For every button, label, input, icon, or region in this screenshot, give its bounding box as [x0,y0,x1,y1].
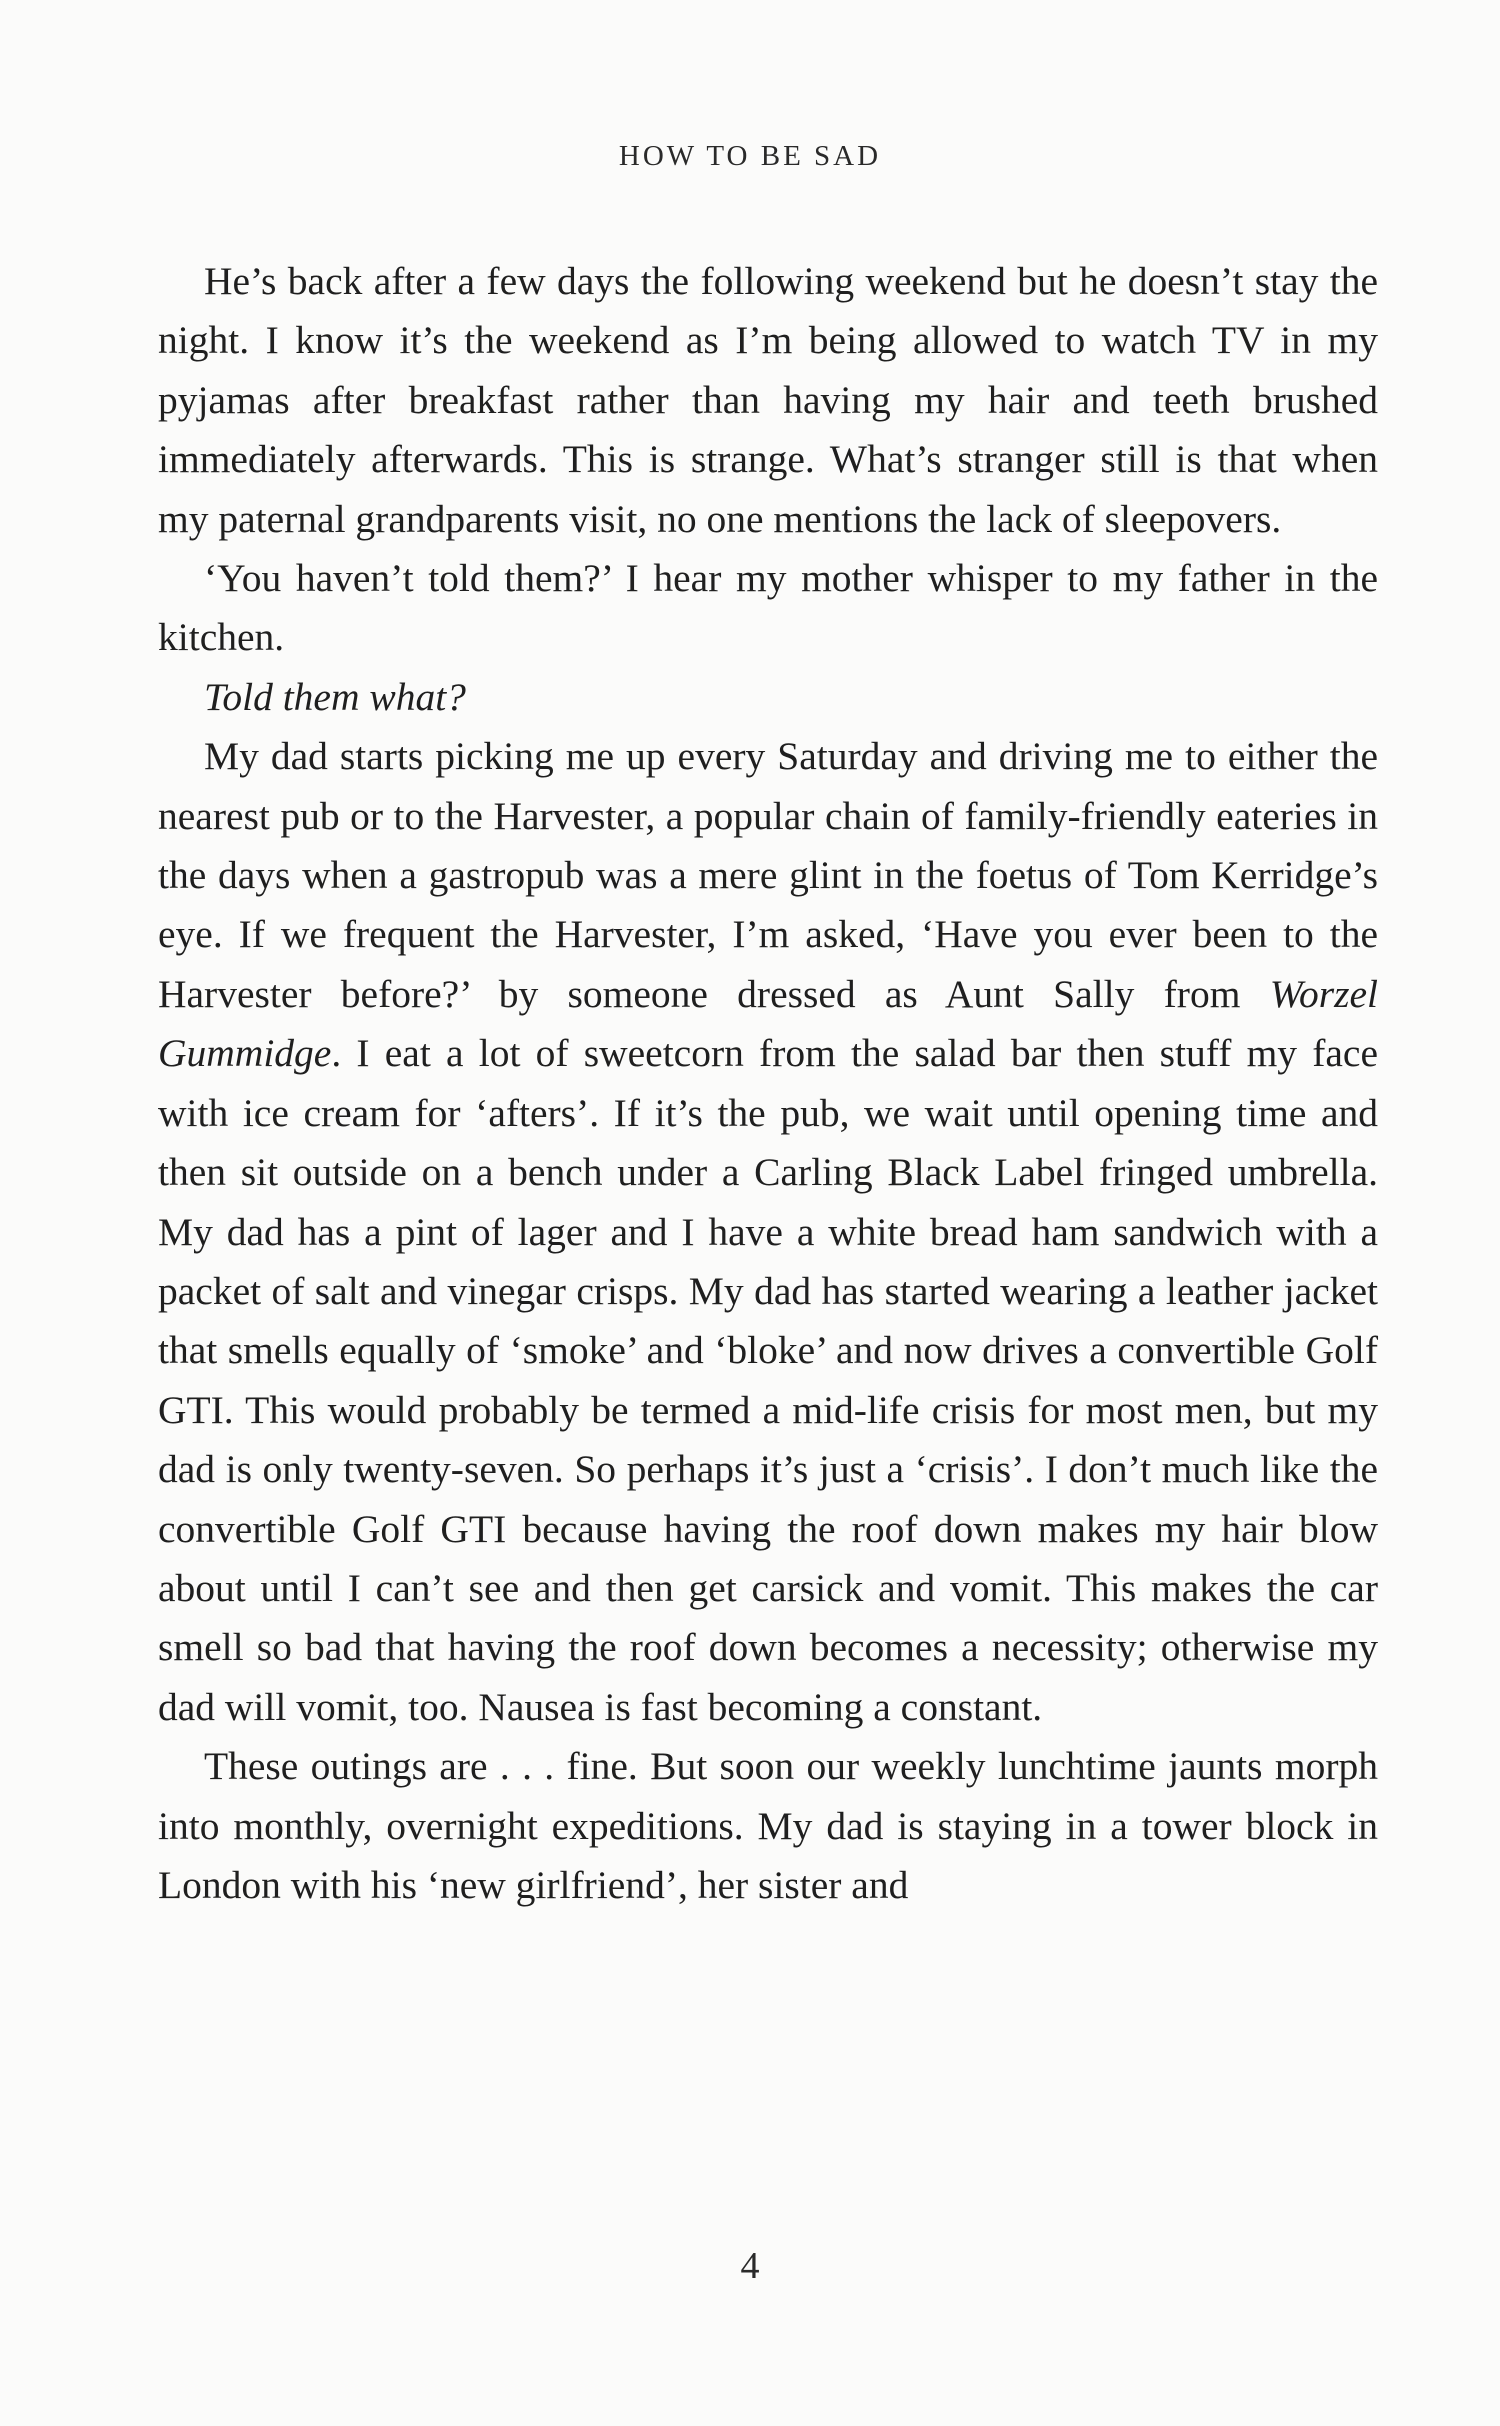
paragraph-3-italic-thought: Told them what? [204,674,466,719]
paragraph-1: He’s back after a few days the following weekend but he doesn’t stay the night. I know it’s the weekend as I’m being allowed to watch TV in my pyjamas after breakfast rather than having my hair and teeth brushed immediately afterwards. This is strange. What’s stranger still is that when my paternal grandparents visit, no one mentions the lack of sleepovers. [158,259,1378,541]
page-number: 4 [740,2245,760,2287]
paragraph-4-part-2: . I eat a lot of sweetcorn from the salad bar then stuff my face with ice cream for ‘afters’. If it’s the pub, we wait until opening time and then sit outside on a bench under a Carling Black Label fringed umbrella. My dad has a pint of lager and I have a white bread ham sandwich with a packet of salt and vinegar crisps. My dad has started wearing a leather jacket that smells equally of ‘smoke’ and ‘bloke’ and now drives a convertible Golf GTI. This would probably be termed a mid-life crisis for most men, but my dad is only twenty-seven. So perhaps it’s just a ‘crisis’. I don’t much like the convertible Golf GTI because having the roof down makes my hair blow about until I can’t see and then get carsick and vomit. This makes the car smell so bad that having the roof down becomes a necessity; otherwise my dad will vomit, too. Nausea is fast becoming a constant. [158,1031,1378,1729]
paragraph-4-part-1: My dad starts picking me up every Saturday and driving me to either the nearest pub or to the Harvester, a popular chain of family-friendly eateries in the days when a gastropub was a mere glint in the foetus of Tom Kerridge’s eye. If we frequent the Harvester, I’m asked, ‘Have you ever been to the Harvester before?’ by someone dressed as Aunt Sally from [158,734,1378,1016]
paragraph-4-title-italic: Worzel Gummidge [158,971,1378,1076]
body-text [158,252,1378,1915]
paragraph-5: These outings are . . . fine. But soon our weekly lunchtime jaunts morph into monthly, overnight expeditions. My dad is staying in a tower block in London with his ‘new girlfriend’, her sister and [158,1744,1378,1907]
running-head: HOW TO BE SAD [618,140,882,172]
paragraph-2: ‘You haven’t told them?’ I hear my mother whisper to my father in the kitchen. [158,556,1378,660]
paragraph-4 [158,727,1378,1737]
